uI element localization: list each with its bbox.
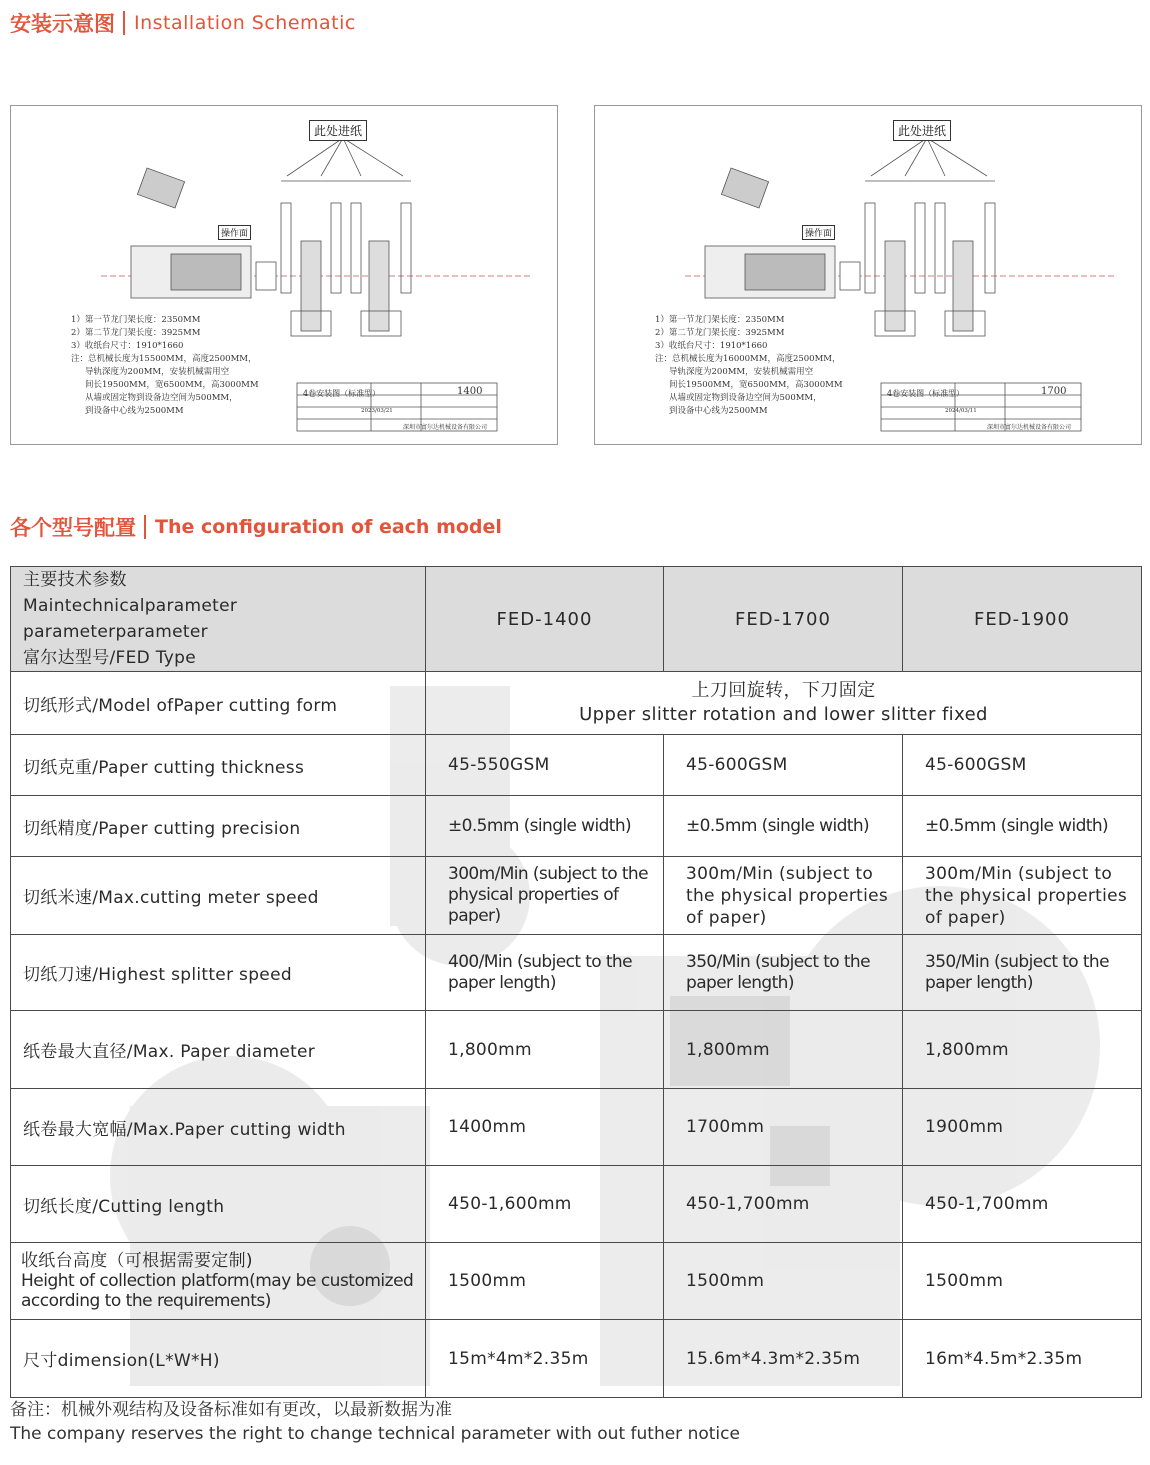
title-block-model: 1700 xyxy=(1041,386,1067,397)
operation-label: 操作面 xyxy=(218,225,251,240)
note-line: 1）第一节龙门架长度：2350MM xyxy=(655,315,785,325)
header-param-cell xyxy=(11,567,426,672)
row-value: 1500mm xyxy=(664,1243,903,1320)
row-label: 纸卷最大直径/Max. Paper diameter xyxy=(11,1011,426,1089)
feed-label: 此处进纸 xyxy=(893,120,951,141)
section-title-en: The configuration of each model xyxy=(155,516,502,538)
header-param-line: Maintechnicalparameter parameterparameter xyxy=(23,596,238,642)
note-line: 2）第二节龙门架长度：3925MM xyxy=(71,328,201,338)
table-row xyxy=(11,935,1142,1011)
table-row xyxy=(11,1243,1142,1320)
note-line: 2）第二节龙门架长度：3925MM xyxy=(655,328,785,338)
note-line: 从墙或固定物到设备边空间为500MM， xyxy=(669,393,822,403)
note-line: 到设备中心线为2500MM xyxy=(669,406,768,416)
title-block-company: 深圳市富尔达机械设备有限公司 xyxy=(987,424,1072,431)
row-label-en: Height of collection platform(may be customized according to the requirements) xyxy=(21,1271,414,1311)
table-row xyxy=(11,857,1142,935)
table-header-row xyxy=(11,567,1142,672)
row-value: 400/Min (subject to the paper length) xyxy=(426,935,664,1011)
title-block-title: 4卷安装图（标准型） xyxy=(887,389,965,398)
row-value: 45-600GSM xyxy=(903,735,1142,796)
row-value: 45-550GSM xyxy=(426,735,664,796)
title-block-company: 深圳市富尔达机械设备有限公司 xyxy=(403,424,488,431)
row-value: 1700mm xyxy=(664,1089,903,1166)
title-block-date: 2024/03/11 xyxy=(945,408,977,414)
feed-label: 此处进纸 xyxy=(309,120,367,141)
note-line: 从墙或固定物到设备边空间为500MM， xyxy=(85,393,238,403)
note-line: 导轨深度为200MM，安装机械需用空 xyxy=(669,367,814,377)
row-value: 1900mm xyxy=(903,1089,1142,1166)
row-label: 切纸长度/Cutting length xyxy=(11,1166,426,1243)
row-label: 切纸刀速/Highest splitter speed xyxy=(11,935,426,1011)
row-value: 350/Min (subject to the paper length) xyxy=(903,935,1142,1011)
row-value: 1500mm xyxy=(903,1243,1142,1320)
table-row xyxy=(11,1166,1142,1243)
row-label xyxy=(11,1243,426,1320)
row-label: 切纸米速/Max.cutting meter speed xyxy=(11,857,426,935)
row-value: 300m/Min (subject to the physical properties of paper) xyxy=(664,857,903,935)
row-label: 切纸精度/Paper cutting precision xyxy=(11,796,426,857)
note-line: 1）第一节龙门架长度：2350MM xyxy=(71,315,201,325)
note-line: 3）收纸台尺寸：1910*1660 xyxy=(655,341,768,351)
spec-table xyxy=(10,566,1142,1398)
note-line: 间长19500MM，宽6500MM，高3000MM xyxy=(85,380,259,390)
table-row xyxy=(11,735,1142,796)
section-title-configuration xyxy=(10,512,502,542)
row-value: 350/Min (subject to the paper length) xyxy=(664,935,903,1011)
title-block-model: 1400 xyxy=(457,386,483,397)
row-value: 15m*4m*2.35m xyxy=(426,1320,664,1398)
table-row xyxy=(11,796,1142,857)
row-value: ±0.5mm (single width) xyxy=(903,796,1142,857)
row-label: 切纸形式/Model ofPaper cutting form xyxy=(11,672,426,735)
section-title-installation xyxy=(10,8,356,38)
row-value: 1,800mm xyxy=(426,1011,664,1089)
footer-note-en: The company reserves the right to change technical parameter with out futher notice xyxy=(10,1424,740,1444)
title-divider xyxy=(144,515,146,539)
table-row xyxy=(11,1011,1142,1089)
header-model-1900: FED-1900 xyxy=(903,567,1142,672)
row-value: 1,800mm xyxy=(664,1011,903,1089)
section-title-cn: 各个型号配置 xyxy=(10,516,136,540)
installation-drawing-1 xyxy=(10,105,558,445)
row-value: ±0.5mm (single width) xyxy=(426,796,664,857)
row-value: 16m*4.5m*2.35m xyxy=(903,1320,1142,1398)
note-line: 间长19500MM，宽6500MM，高3000MM xyxy=(669,380,843,390)
title-divider xyxy=(123,11,125,35)
row-value: 450-1,600mm xyxy=(426,1166,664,1243)
row-value: 45-600GSM xyxy=(664,735,903,796)
row-value: 1400mm xyxy=(426,1089,664,1166)
title-block-title: 4卷安装图（标准型） xyxy=(303,389,381,398)
row-label-cn: 收纸台高度（可根据需要定制) xyxy=(21,1251,253,1271)
title-block-date: 2023/03/21 xyxy=(361,408,393,414)
row-value: 300m/Min (subject to the physical properties of paper) xyxy=(426,857,664,935)
drawing-notes xyxy=(655,314,843,418)
section-title-en: Installation Schematic xyxy=(134,12,356,34)
header-param-line: 富尔达型号/FED Type xyxy=(23,648,196,668)
row-value: 300m/Min (subject to the physical properties of paper) xyxy=(903,857,1142,935)
header-model-1400: FED-1400 xyxy=(426,567,664,672)
table-row-cutting-form xyxy=(11,672,1142,735)
note-line: 3）收纸台尺寸：1910*1660 xyxy=(71,341,184,351)
header-param-line: 主要技术参数 xyxy=(23,570,127,590)
row-label: 尺寸dimension(L*W*H) xyxy=(11,1320,426,1398)
row-value: 1,800mm xyxy=(903,1011,1142,1089)
cutting-form-en: Upper slitter rotation and lower slitter fixed xyxy=(579,704,988,725)
row-value: 1500mm xyxy=(426,1243,664,1320)
operation-label: 操作面 xyxy=(802,225,835,240)
note-line: 导轨深度为200MM，安装机械需用空 xyxy=(85,367,230,377)
footer-notes xyxy=(10,1398,740,1446)
table-row xyxy=(11,1320,1142,1398)
row-value: 15.6m*4.3m*2.35m xyxy=(664,1320,903,1398)
row-label: 切纸克重/Paper cutting thickness xyxy=(11,735,426,796)
table-row xyxy=(11,1089,1142,1166)
installation-drawing-2 xyxy=(594,105,1142,445)
note-line: 注：总机械长度为15500MM，高度2500MM， xyxy=(71,354,257,364)
note-line: 到设备中心线为2500MM xyxy=(85,406,184,416)
row-value: 450-1,700mm xyxy=(664,1166,903,1243)
footer-note-cn: 备注：机械外观结构及设备标准如有更改，以最新数据为准 xyxy=(10,1400,452,1420)
drawing-notes xyxy=(71,314,259,418)
row-value: ±0.5mm (single width) xyxy=(664,796,903,857)
cutting-form-value xyxy=(426,672,1142,735)
header-model-1700: FED-1700 xyxy=(664,567,903,672)
note-line: 注：总机械长度为16000MM，高度2500MM， xyxy=(655,354,841,364)
row-value: 450-1,700mm xyxy=(903,1166,1142,1243)
cutting-form-cn: 上刀回旋转，下刀固定 xyxy=(691,680,876,701)
section-title-cn: 安装示意图 xyxy=(10,12,115,36)
row-label: 纸卷最大宽幅/Max.Paper cutting width xyxy=(11,1089,426,1166)
